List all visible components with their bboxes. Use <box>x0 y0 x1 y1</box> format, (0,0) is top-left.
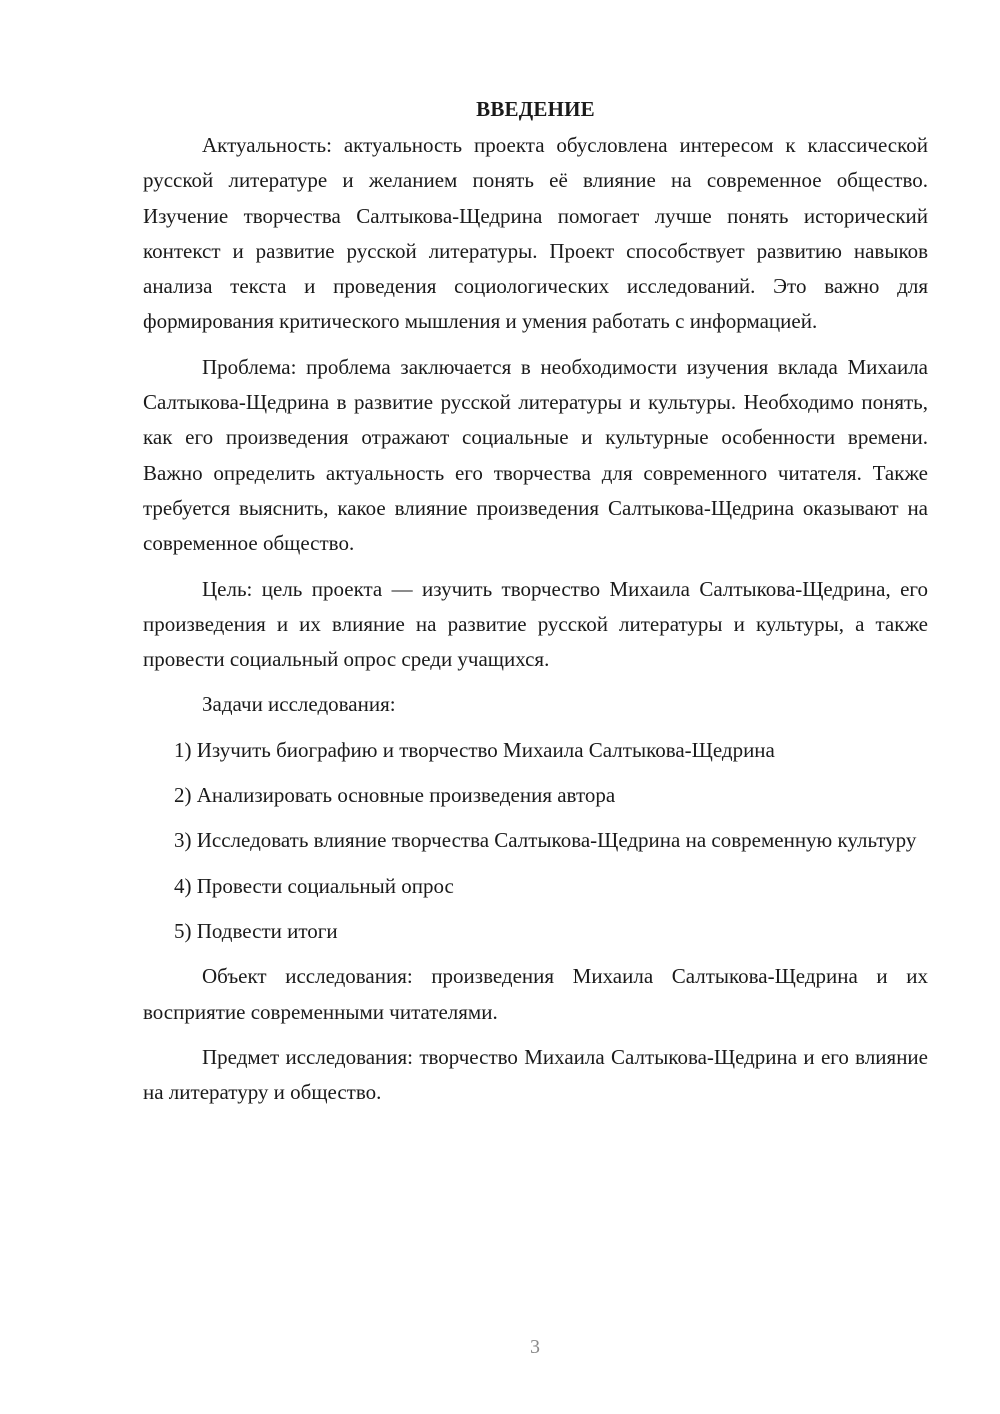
tasks-list <box>143 733 928 949</box>
subject-paragraph: Предмет исследования: творчество Михаила Салтыкова-Щедрина и его влияние на литературу и общество. <box>143 1044 928 1105</box>
section-title: ВВЕДЕНИЕ <box>476 97 595 121</box>
object-paragraph: Объект исследования: произведения Михаила Салтыкова-Щедрина и их восприятие современными читателями. <box>143 964 928 1024</box>
tasks-heading: Задачи исследования: <box>202 692 396 717</box>
task-item: 1) Изучить биографию и творчество Михаила Салтыкова-Щедрина <box>174 737 775 762</box>
task-item: 2) Анализировать основные произведения автора <box>174 783 616 808</box>
task-item: 3) Исследовать влияние творчества Салтыкова-Щедрина на современную культуру <box>174 828 917 853</box>
document-page <box>143 92 928 1120</box>
task-item: 4) Провести социальный опрос <box>174 873 454 898</box>
relevance-paragraph: Актуальность: актуальность проекта обусловлена интересом к классической русской литературе и желанием понять её влияние на современное общество. Изучение творчества Салтыкова-Щедрина помогает лучше понять исторический контекст и развитие русской литературы. Проект способствует развитию навыков анализа текста и проведения социологических исследований. Это важно для формирования критического мышления и умения работать с информацией. <box>143 133 928 334</box>
problem-paragraph: Проблема: проблема заключается в необходимости изучения вклада Михаила Салтыкова-Щедрина в развитие русской литературы и культуры. Необходимо понять, как его произведения отражают социальные и культурные особенности времени. Важно определить актуальность его творчества для современного читателя. Также требуется выяснить, какое влияние произведения Салтыкова-Щедрина оказывают на современное общество. <box>143 354 928 556</box>
goal-paragraph: Цель: цель проекта — изучить творчество Михаила Салтыкова-Щедрина, его произведения и их влияние на развитие русской литературы и культуры, а также провести социальный опрос среди учащихся. <box>143 576 928 672</box>
page-number: 3 <box>530 1336 540 1358</box>
task-item: 5) Подвести итоги <box>174 918 338 943</box>
